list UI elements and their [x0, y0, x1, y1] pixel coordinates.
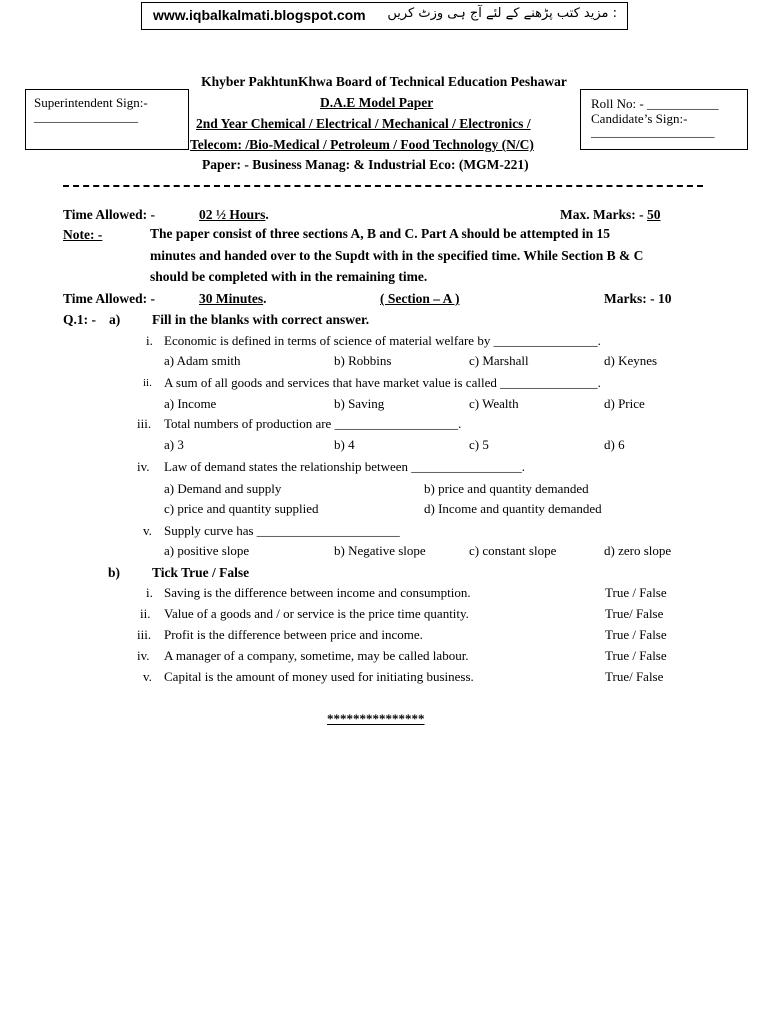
mcq-2-option-c[interactable]: c) Wealth — [469, 396, 519, 411]
mcq-4-question: Law of demand states the relationship between _________________. — [164, 459, 526, 474]
note-label: Note: - — [63, 227, 103, 242]
section-a-title: ( Section – A ) — [380, 291, 460, 306]
tf-2-answer[interactable]: True/ False — [605, 606, 664, 621]
tf-title: Tick True / False — [152, 565, 250, 580]
candidate-line: ___________________ — [591, 124, 715, 139]
mcq-4-option-d[interactable]: d) Income and quantity demanded — [424, 501, 602, 516]
tf-4-num: iv. — [137, 648, 150, 663]
tf-1-num: i. — [146, 585, 153, 600]
dashed-separator — [63, 180, 703, 190]
mcq-2-option-b[interactable]: b) Saving — [334, 396, 385, 411]
tf-1-answer[interactable]: True / False — [605, 585, 667, 600]
mcq-3-num: iii. — [137, 416, 152, 431]
mcq-1-option-c[interactable]: c) Marshall — [469, 353, 529, 368]
section-a-time-value — [199, 291, 267, 307]
tf-3-answer[interactable]: True / False — [605, 627, 667, 642]
mcq-5-option-d[interactable]: d) zero slope — [604, 543, 672, 558]
q1-part-a: a) — [109, 312, 121, 327]
roll-no-label: Roll No: - — [591, 96, 644, 111]
mcq-5-option-a[interactable]: a) positive slope — [164, 543, 250, 558]
time-dot: . — [265, 207, 269, 222]
website-banner — [141, 2, 628, 30]
candidate-label: Candidate’s Sign:- — [591, 111, 688, 126]
tf-2-statement: Value of a goods and / or service is the price time quantity. — [164, 606, 469, 621]
mcq-3-option-d[interactable]: d) 6 — [604, 437, 625, 452]
model-paper-title: D.A.E Model Paper — [320, 95, 434, 110]
tf-4-answer[interactable]: True / False — [605, 648, 667, 663]
q1-instruction: Fill in the blanks with correct answer. — [152, 312, 370, 327]
tf-4-statement: A manager of a company, sometime, may be called labour. — [164, 648, 469, 663]
mcq-2-option-a[interactable]: a) Income — [164, 396, 217, 411]
mcq-1-option-d[interactable]: d) Keynes — [604, 353, 658, 368]
mcq-5-option-b[interactable]: b) Negative slope — [334, 543, 426, 558]
mcq-5-option-c[interactable]: c) constant slope — [469, 543, 557, 558]
mcq-1-option-b[interactable]: b) Robbins — [334, 353, 392, 368]
time-allowed-value — [199, 207, 269, 223]
note-line-2: minutes and handed over to the Supdt with in the specified time. While Section B & C — [150, 248, 644, 263]
mcq-2-question: A sum of all goods and services that have market value is called _______________. — [164, 375, 601, 390]
board-title: Khyber PakhtunKhwa Board of Technical Education Peshawar — [201, 74, 567, 89]
q1-part-b: b) — [108, 565, 121, 580]
tf-3-statement: Profit is the difference between price and income. — [164, 627, 423, 642]
mcq-4-option-c[interactable]: c) price and quantity supplied — [164, 501, 319, 516]
note-line-1: The paper consist of three sections A, B and C. Part A should be attempted in 15 — [150, 226, 611, 241]
tf-5-num: v. — [143, 669, 152, 684]
mcq-2-option-d[interactable]: d) Price — [604, 396, 645, 411]
note-line-3: should be completed with in the remaining time. — [150, 269, 428, 284]
tf-1-statement: Saving is the difference between income and consumption. — [164, 585, 471, 600]
tf-3-num: iii. — [137, 627, 152, 642]
max-marks-label: Max. Marks: - — [560, 207, 644, 222]
section-a-marks: Marks: - 10 — [604, 291, 672, 306]
mcq-5-num: v. — [143, 523, 152, 538]
section-a-time-label: Time Allowed: - — [63, 291, 155, 306]
max-marks-value: 50 — [646, 207, 661, 222]
mcq-3-option-b[interactable]: b) 4 — [334, 437, 355, 452]
mcq-4-num: iv. — [137, 459, 150, 474]
roll-no — [591, 96, 718, 112]
tf-5-answer[interactable]: True/ False — [605, 669, 664, 684]
section-a-time: 30 Minutes — [199, 291, 264, 306]
technology-line-2: Telecom: /Bio-Medical / Petroleum / Food Technology (N/C) — [190, 137, 534, 152]
mcq-1-option-a[interactable]: a) Adam smith — [164, 353, 241, 368]
urdu-banner-text: : مزید کتب پڑھنے کے لئے آج ہی وزٹ کریں — [387, 6, 617, 21]
mcq-2-num: ii. — [143, 377, 152, 389]
mcq-1-question: Economic is defined in terms of science of material welfare by ________________. — [164, 333, 601, 348]
paper-title: Paper: - Business Manag: & Industrial Eco: (MGM-221) — [202, 157, 529, 172]
mcq-5-question: Supply curve has ______________________ — [164, 523, 400, 538]
website-url[interactable]: www.iqbalkalmati.blogspot.com — [153, 7, 366, 23]
mcq-3-option-c[interactable]: c) 5 — [469, 437, 489, 452]
max-marks — [560, 207, 660, 223]
mcq-3-option-a[interactable]: a) 3 — [164, 437, 184, 452]
technology-line-1: 2nd Year Chemical / Electrical / Mechanical / Electronics / — [196, 116, 531, 131]
time-allowed-label: Time Allowed: - — [63, 207, 155, 222]
time-value: 02 ½ Hours — [199, 207, 266, 222]
section-a-time-dot: . — [263, 291, 267, 306]
tf-2-num: ii. — [140, 606, 151, 621]
end-mark: *************** — [327, 711, 425, 726]
mcq-1-num: i. — [146, 333, 153, 348]
mcq-4-option-a[interactable]: a) Demand and supply — [164, 481, 282, 496]
superintendent-label: Superintendent Sign:- — [34, 95, 148, 110]
mcq-3-question: Total numbers of production are ___________________. — [164, 416, 462, 431]
q1-label: Q.1: - — [63, 312, 96, 327]
superintendent-line: ________________ — [34, 109, 138, 124]
roll-no-line: ___________ — [646, 96, 719, 111]
tf-5-statement: Capital is the amount of money used for initiating business. — [164, 669, 474, 684]
mcq-4-option-b[interactable]: b) price and quantity demanded — [424, 481, 589, 496]
